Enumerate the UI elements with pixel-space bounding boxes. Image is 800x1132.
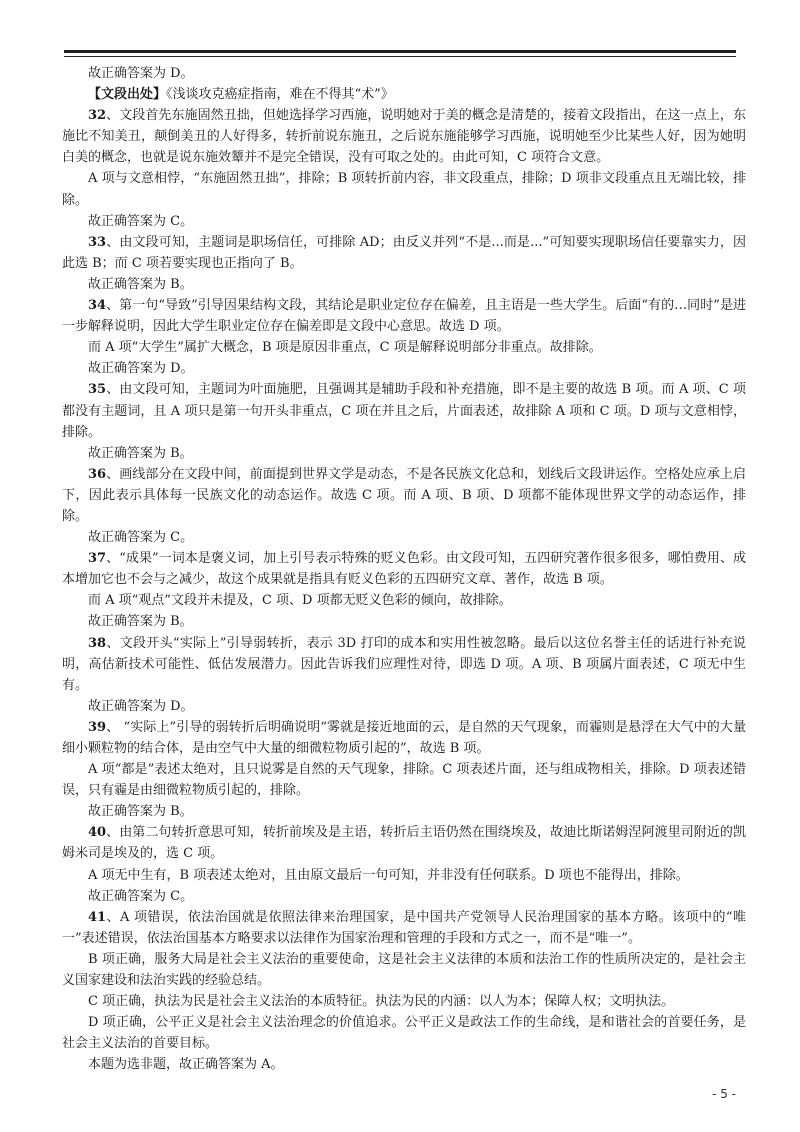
paragraph bbox=[62, 822, 746, 864]
paragraph bbox=[62, 443, 746, 464]
paragraph-text: 故正确答案为 D。 bbox=[88, 698, 194, 714]
paragraph-text: 故正确答案为 C。 bbox=[88, 213, 194, 229]
header-rule-thin bbox=[64, 56, 736, 57]
paragraph-text: 、由文段可知，主题词是职场信任，可排除 AD；由反义并列“不是...而是...”可知要实现职场信任要靠实力，因此选 B；而 C 项若要实现也正指向了 B。 bbox=[62, 234, 746, 271]
paragraph bbox=[62, 696, 746, 717]
paragraph-text: 、画线部分在文段中间，前面提到世界文学是动态，不是各民族文化总和，划线后文段讲运作。空格处应承上启下，因此表示具体每一民族文化的动态运作。故选 C 项。而 A 项、B 项、D 项都不能体现世界文学的动态运作，排除。 bbox=[62, 466, 746, 524]
question-number: 32 bbox=[88, 108, 107, 124]
paragraph bbox=[62, 1054, 746, 1075]
paragraph-text: A 项与文意相悖，“东施固然丑拙”，排除；B 项转折前内容，非文段重点，排除；D 项非文段重点且无端比较，排除。 bbox=[62, 171, 746, 208]
question-number: 39 bbox=[88, 719, 107, 735]
paragraph-text: 、由第二句转折意思可知，转折前埃及是主语，转折后主语仍然在围绕埃及，故迪比斯诺姆涅阿渡里司附近的凯姆米司是埃及的，选 C 项。 bbox=[62, 825, 746, 862]
paragraph bbox=[62, 337, 746, 358]
paragraph-text: 故正确答案为 B。 bbox=[88, 614, 193, 630]
paragraph-text: 故正确答案为 B。 bbox=[88, 445, 193, 461]
paragraph bbox=[62, 590, 746, 611]
paragraph bbox=[62, 232, 746, 274]
paragraph-text: 《浅谈攻克癌症指南，难在不得其“术”》 bbox=[166, 87, 394, 103]
paragraph-text: 故正确答案为 D。 bbox=[88, 66, 194, 81]
paragraph-text: D 项正确，公平正义是社会主义法治理念的价值追求。公平正义是政法工作的生命线，是和谐社会的首要任务，是社会主义法治的首要目标。 bbox=[62, 1015, 746, 1052]
paragraph-text: 、文段首先东施固然丑拙，但她选择学习西施，说明她对于美的概念是清楚的，接着文段指出，在这一点上，东施比不知美丑，颠倒美丑的人好得多，转折前说东施丑，之后说东施能够学习西施，说明她至少比某些人好，因为她明白美的概念，也就是说东施效颦并不是完全错误，没有可取之处的。由此可知，C 项符合文意。 bbox=[62, 108, 746, 166]
paragraph-text: 故正确答案为 C。 bbox=[88, 888, 194, 904]
question-number: 41 bbox=[88, 909, 107, 925]
paragraph-text: 故正确答案为 D。 bbox=[88, 361, 194, 377]
paragraph bbox=[62, 949, 746, 991]
paragraph-text: B 项正确，服务大局是社会主义法治的重要使命，这是社会主义法律的本质和法治工作的性质所决定的，是社会主义国家建设和法治实践的经验总结。 bbox=[62, 951, 746, 989]
paragraph-text: 、 “实际上”引导的弱转折后明确说明“雾就是接近地面的云，是自然的天气现象，而霾则是悬浮在大气中的大量细小颗粒物的结合体，是由空气中大量的细微粒物质引起的”，故选 B 项。 bbox=[62, 719, 746, 756]
paragraph bbox=[62, 633, 746, 696]
paragraph-text: 而 A 项“观点”文段并未提及，C 项、D 项都无贬义色彩的倾向，故排除。 bbox=[88, 593, 512, 609]
paragraph-text: A 项无中生有，B 项表述太绝对，且由原文最后一句可知，并非没有任何联系。D 项也不能得出，排除。 bbox=[88, 867, 689, 883]
paragraph bbox=[62, 886, 746, 907]
paragraph-text: 本题为选非题，故正确答案为 A。 bbox=[88, 1057, 284, 1073]
paragraph bbox=[62, 548, 746, 590]
paragraph-text: 而 A 项“大学生”属扩大概念，B 项是原因非重点，C 项是解释说明部分非重点。故排除。 bbox=[88, 340, 602, 356]
paragraph bbox=[62, 717, 746, 759]
paragraph bbox=[62, 759, 746, 801]
paragraph bbox=[62, 464, 746, 527]
paragraph bbox=[62, 527, 746, 548]
paragraph bbox=[62, 211, 746, 232]
question-number: 35 bbox=[88, 382, 107, 398]
paragraph bbox=[62, 801, 746, 822]
paragraph bbox=[62, 274, 746, 295]
page-number: - 5 - bbox=[712, 1087, 736, 1101]
paragraph bbox=[62, 105, 746, 168]
paragraph-text: 、第一句“导致”引导因果结构文段，其结论是职业定位存在偏差，且主语是一些大学生。后面“有的…同时”是进一步解释说明，因此大学生职业定位存在偏差即是文段中心意思。故选 D 项。 bbox=[62, 298, 746, 335]
question-number: 34 bbox=[88, 298, 107, 314]
paragraph bbox=[62, 84, 746, 105]
paragraph-text: A 项“都是”表述太绝对，且只说雾是自然的天气现象，排除。C 项表述片面，还与组成物相关，排除。D 项表述错误，只有霾是由细微粒物质引起的，排除。 bbox=[62, 762, 746, 799]
paragraph-text: C 项正确，执法为民是社会主义法治的本质特征。执法为民的内涵：以人为本；保障人权；文明执法。 bbox=[88, 994, 675, 1010]
question-number: 33 bbox=[88, 234, 107, 250]
paragraph bbox=[62, 1012, 746, 1054]
header-rule-thick bbox=[64, 50, 736, 53]
paragraph bbox=[62, 611, 746, 632]
paragraph bbox=[62, 358, 746, 379]
paragraph-text: 、由文段可知，主题词为叶面施肥，且强调其是辅助手段和补充措施，即不是主要的故选 B 项。而 A 项、C 项都没有主题词，且 A 项只是第一句开头非重点，C 项在并且之后，片面表述，故排除 A 项和 C 项。D 项与文意相悖，排除。 bbox=[62, 382, 746, 440]
paragraph-text: 、“成果”一词本是褒义词，加上引号表示特殊的贬义色彩。由文段可知，五四研究著作很多很多，哪怕费用、成本增加它也不会与之减少，故这个成果就是指具有贬义色彩的五四研究文章、著作，故选 B 项。 bbox=[62, 551, 746, 588]
paragraph bbox=[62, 379, 746, 442]
paragraph bbox=[62, 907, 746, 949]
question-number: 40 bbox=[88, 825, 107, 841]
paragraph-text: 故正确答案为 B。 bbox=[88, 804, 193, 820]
paragraph-text: 、文段开头“实际上”引导弱转折，表示 3D 打印的成本和实用性被忽略。最后以这位名誉主任的话进行补充说明，高估新技术可能性、低估发展潜力。因此告诉我们应理性对待，即选 D 项。A 项、B 项属片面表述，C 项无中生有。 bbox=[62, 635, 746, 693]
paragraph bbox=[62, 295, 746, 337]
question-number: 【文段出处】 bbox=[88, 87, 167, 103]
paragraph bbox=[62, 63, 746, 84]
paragraph bbox=[62, 168, 746, 210]
paragraph-text: 、A 项错误，依法治国就是依照法律来治理国家，是中国共产党领导人民治理国家的基本方略。该项中的“唯一”表述错误，依法治国基本方略要求以法律作为国家治理和管理的手段和方式之一，而不是“唯一”。 bbox=[62, 909, 746, 946]
paragraph-text: 故正确答案为 C。 bbox=[88, 530, 194, 546]
question-number: 38 bbox=[88, 635, 107, 651]
question-number: 36 bbox=[88, 466, 107, 482]
paragraph bbox=[62, 865, 746, 886]
page-body bbox=[62, 63, 746, 1076]
paragraph bbox=[62, 991, 746, 1012]
paragraph-text: 故正确答案为 B。 bbox=[88, 276, 193, 292]
question-number: 37 bbox=[88, 551, 107, 567]
